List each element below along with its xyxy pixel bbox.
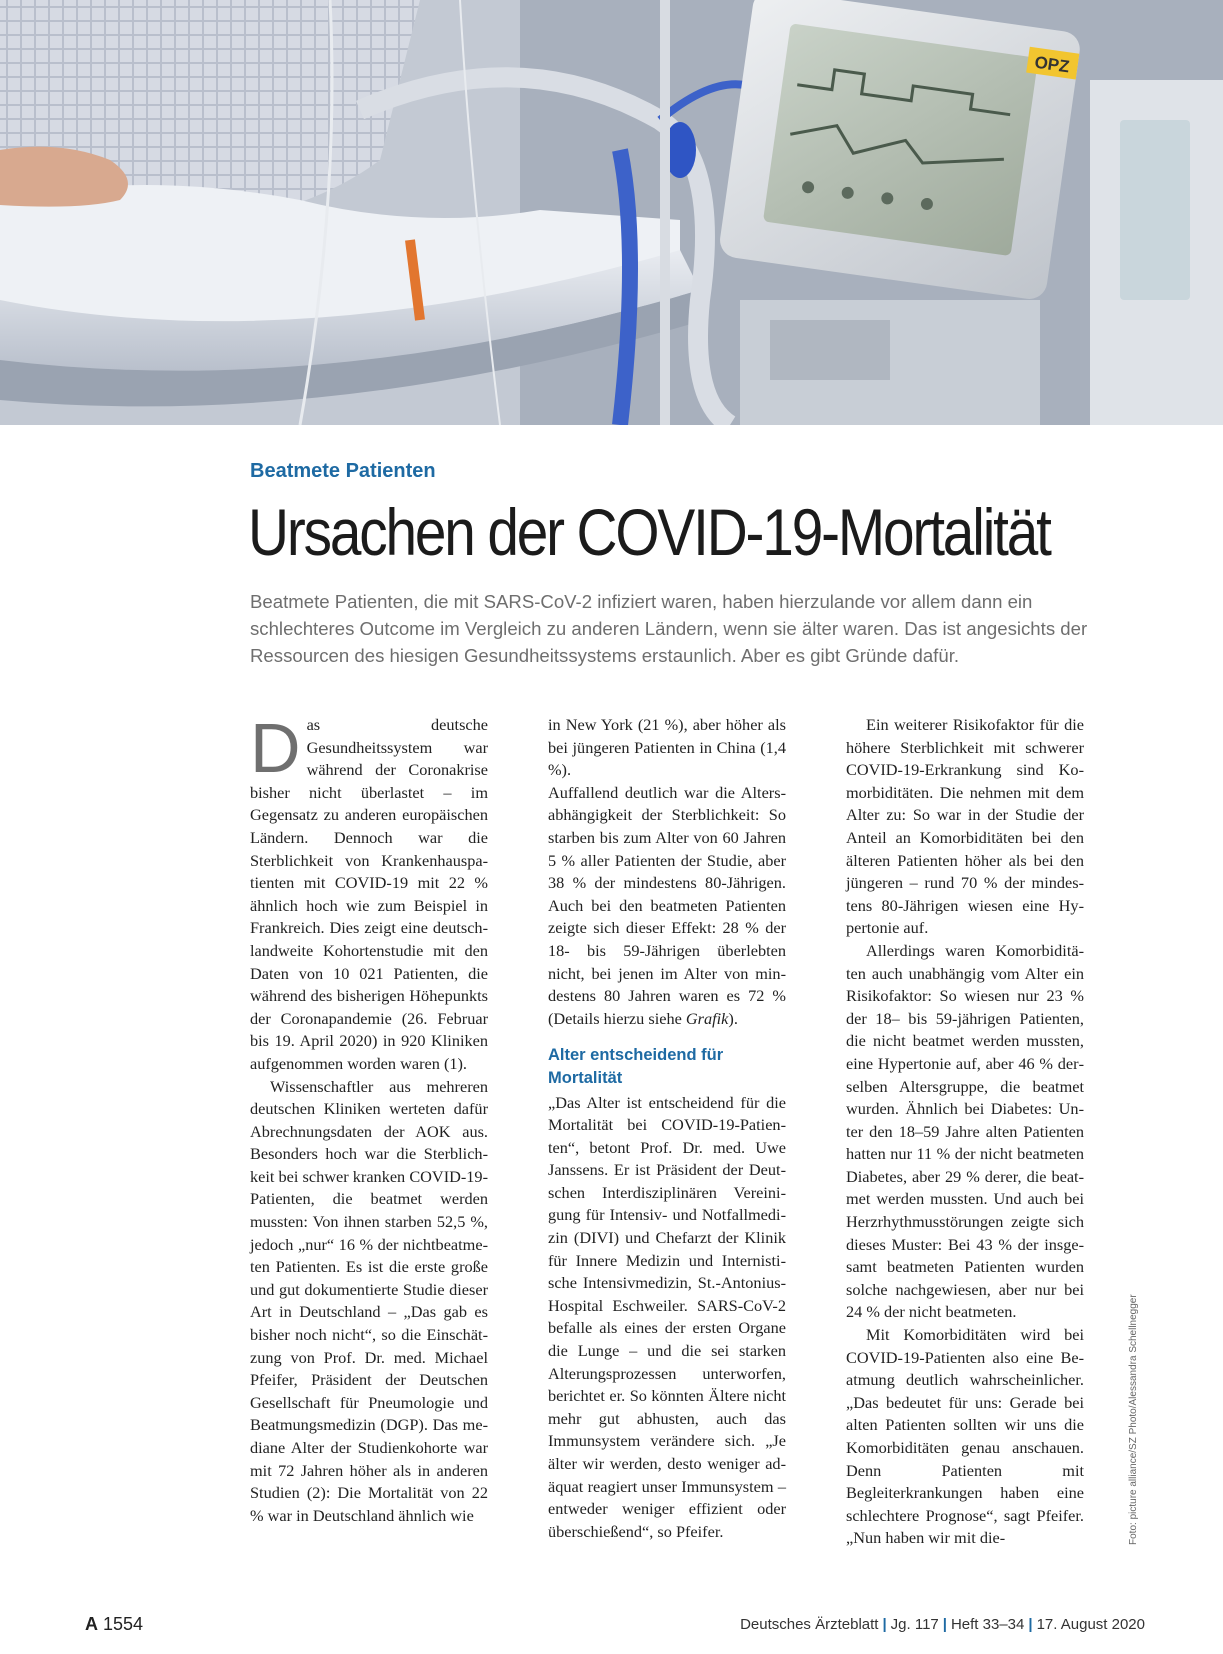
article-title: Ursachen der COVID-19-Mortalität <box>248 495 1050 569</box>
folio-letter: A <box>85 1614 98 1634</box>
paragraph: in New York (21 %), aber höher als bei jüngeren Patienten in China (1,4 %). <box>548 715 786 780</box>
page-number <box>85 1614 143 1635</box>
article-column-2 <box>548 714 786 1543</box>
folio-number: 1554 <box>103 1614 144 1634</box>
kicker: Beatmete Patienten <box>250 460 436 482</box>
footer-separator: | <box>1028 1616 1033 1633</box>
paragraph: Allerdings waren Komorbiditäten auch unabhängig vom Alter ein Risikofaktor: So wiesen nur 23 % der 18– bis 59-jährigen Patienten, die nicht beatmet werden mussten, eine Hypertonie auf, aber 46 % derselben Altersgruppe, die beatmet wurden. Ähnlich bei Diabetes: Unter den 18–59 Jahre alten Patienten hatten nur 11 % der nicht beatmeten Diabetes, aber 29 % derer, die beatmet werden mussten. Und auch bei Herzrhythmusstörungen zeigte sich dieses Muster: Bei 43 % der insgesamt beatmeten Patienten wurden solche nachgewiesen, aber nur bei 24 % der nicht beatmeten. <box>846 940 1084 1322</box>
journal-volume: Jg. 117 <box>890 1616 939 1633</box>
paragraph: Mit Komorbiditäten wird bei COVID-19-Patienten also eine Beatmung deutlich wahrscheinlicher. „Das bedeutet für uns: Gerade bei alten Patienten sollten wir uns die Komorbiditäten genau anschauen. Denn Patienten mit Begleiterkrankungen haben eine schlechtere Prognose“, sagt Pfeifer. „Nun haben wir mit die- <box>846 1325 1084 1548</box>
section-subhead: Alter entscheidend für Mortalität <box>548 1046 724 1087</box>
journal-issue: Heft 33–34 <box>950 1616 1025 1633</box>
paragraph: Ein weiterer Risikofaktor für die höhere Sterblichkeit mit schwerer COVID-19-Erkrankung sind Komorbiditäten. Die nehmen mit dem Alter zu: So war in der Studie der Anteil an Komorbiditäten bei den älteren Patienten höher als bei den jüngeren – rund 70 % der mindestens 80-Jährigen wiesen eine Hypertonie auf. <box>846 715 1084 938</box>
footer-separator: | <box>882 1616 887 1633</box>
photo-credit: Foto: picture alliance/SZ Photo/Alessandra Schellnegger <box>1128 1294 1139 1545</box>
paragraph-text: Auffallend deutlich war die Altersabhängigkeit der Sterblichkeit: So starben bis zum Alter von 60 Jahren 5 % aller Patienten der Studie, aber 38 % der mindestens 80-Jährigen. Auch bei den beatmeten Patienten zeigte sich dieser Effekt: 28 % der 18- bis 59-Jährigen überlebten nicht, bei jenen im Alter von mindestens 80 Jahren waren es 72 % (Details hierzu siehe <box>548 782 786 1028</box>
article-column-3 <box>846 714 1084 1550</box>
paragraph-text: ). <box>728 1008 738 1028</box>
lead-paragraph: Beatmete Patienten, die mit SARS-CoV-2 infiziert waren, haben hierzulande vor allem dann ein schlechteres Outcome im Vergleich zu anderen Ländern, wenn sie älter waren. Das ist angesichts der Ressourcen des hiesigen Gesundheitssystems erstaunlich. Aber es gibt Gründe dafür. <box>250 591 1088 666</box>
article-column-1 <box>250 709 488 1527</box>
paragraph-text: as deutsche Gesundheitssystem war während der Coronakrise bisher nicht überlastet – im Gegensatz zu anderen europäischen Ländern. Dennoch war die Sterblichkeit von Krankenhauspatienten mit COVID-19 mit 22 % ähnlich hoch wie zum Beispiel in Frankreich. Dies zeigt eine deutschlandweite Kohortenstudie mit den Daten von 10 021 Patienten, die während des bisherigen Höhepunkts der Coronapandemie (26. Februar bis 19. April 2020) in 920 Kliniken aufgenommen worden waren (1). <box>250 715 488 1073</box>
paragraph <box>548 782 786 1031</box>
journal-footer <box>740 1616 1145 1633</box>
paragraph: „Das Alter ist entscheidend für die Mortalität bei COVID-19-Patienten“, betont Prof. Dr. med. Uwe Janssens. Er ist Präsident der Deutschen Interdisziplinären Vereinigung für Intensiv- und Notfallmedizin (DIVI) und Chefarzt der Klinik für Innere Medizin und Internistische Intensivmedizin, St.-Antonius-Hospital Eschweiler. SARS-CoV-2 befalle als eines der ersten Organe die Lunge – und die sei starken Alterungsprozessen unterworfen, berichtet er. So könnten Ältere nicht mehr gut abhusten, auch das Immunsystem verändere sich. „Je älter wir werden, desto weniger ad-äquat reagiert unser Immunsystem – entweder weniger effizient oder überschießend“, so Pfeifer. <box>548 1092 786 1541</box>
icu-scene-illustration <box>0 0 1223 425</box>
figure-reference: Grafik <box>685 1008 729 1028</box>
paragraph: Wissenschaftler aus mehreren deutschen Kliniken werteten dafür Abrechnungsdaten der AOK aus. Besonders hoch war die Sterblichkeit bei schwer kranken COVID-19-Patienten, die beatmet werden mussten: Von ihnen starben 52,5 %, jedoch „nur“ 16 % der nichtbeatmeten Patienten. Es ist die erste große und gut dokumentierte Studie dieser Art in Deutschland – „Das gab es bisher noch nicht“, so die Einschätzung von Prof. Dr. med. Michael Pfeifer, Präsident der Deutschen Gesellschaft für Pneumologie und Beatmungsmedizin (DGP). Das mediane Alter der Studienkohorte war mit 72 Jahren höher als in anderen Studien (2): Die Mortalität von 22 % war in Deutschland ähnlich wie <box>250 1076 488 1525</box>
drop-cap: D <box>250 709 301 787</box>
paragraph <box>250 709 488 1076</box>
journal-date: 17. August 2020 <box>1036 1616 1145 1633</box>
journal-name: Deutsches Ärzteblatt <box>740 1616 879 1633</box>
monitor-label: OPZ <box>1033 52 1071 77</box>
footer-separator: | <box>942 1616 947 1633</box>
hero-photo <box>0 0 1223 425</box>
